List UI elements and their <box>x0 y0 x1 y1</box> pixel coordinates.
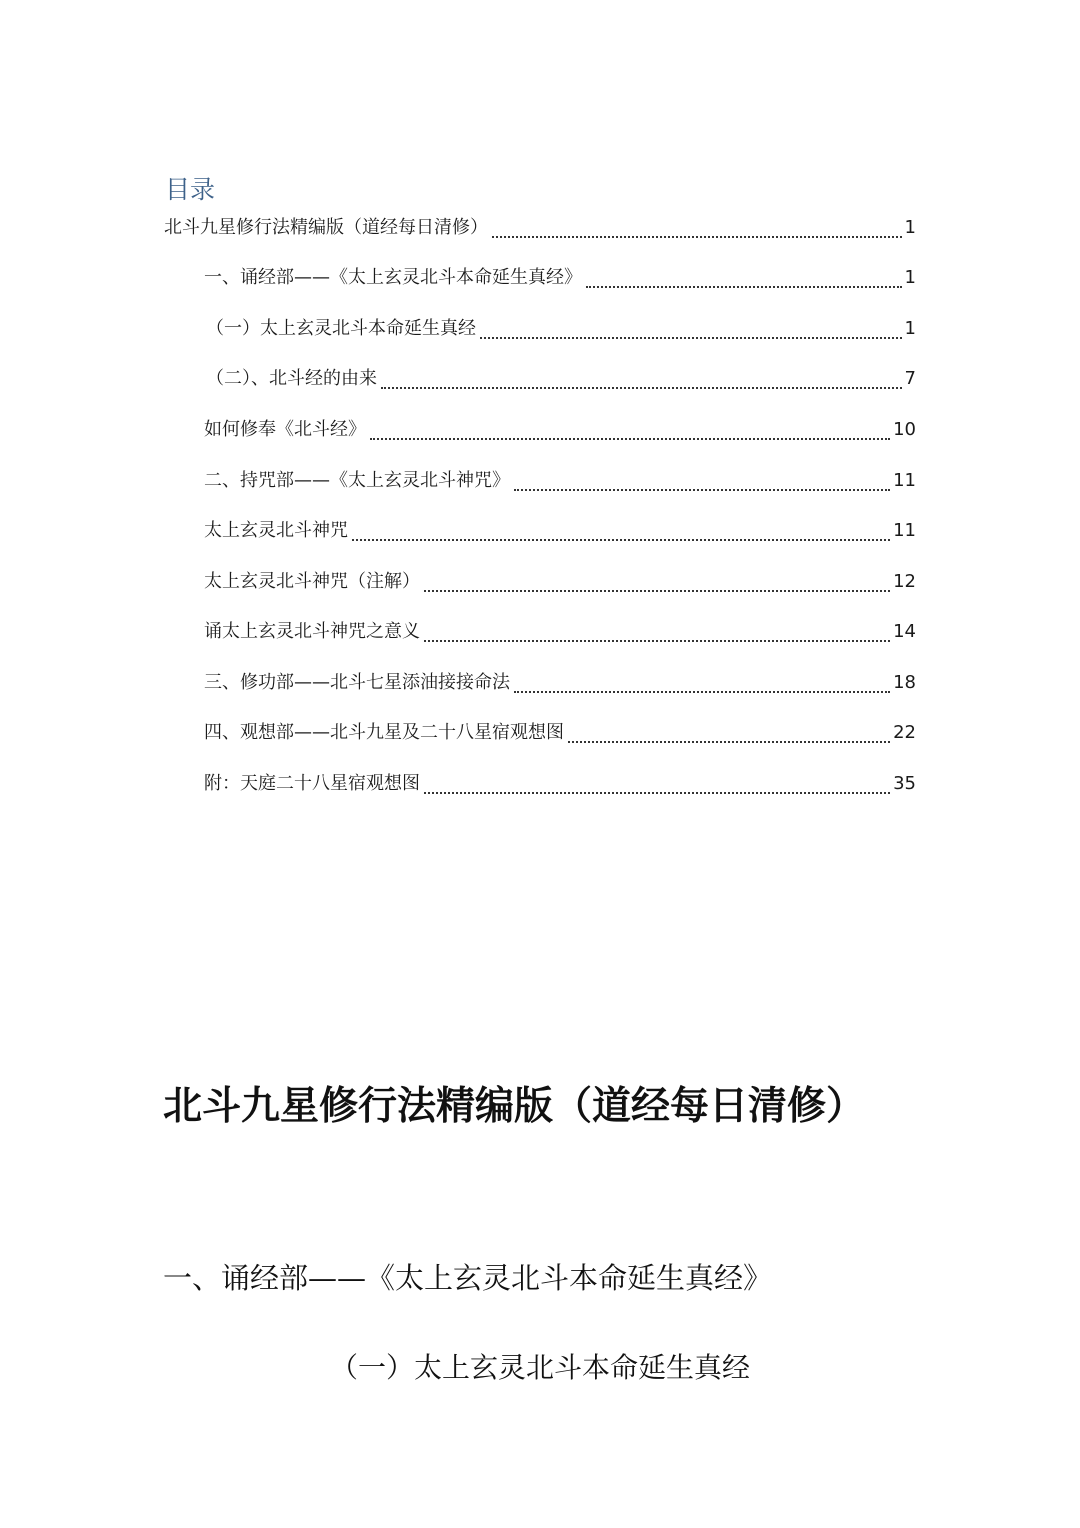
toc-entry-title: （一）太上玄灵北斗本命延生真经 <box>206 318 476 339</box>
toc-entry-page: 22 <box>893 722 916 743</box>
toc-leader-dots <box>424 640 890 642</box>
toc-entry-page: 11 <box>893 520 916 541</box>
toc-leader-dots <box>514 691 890 693</box>
toc-entry[interactable] <box>204 415 916 445</box>
toc-entry-page: 11 <box>893 470 916 491</box>
toc-leader-dots <box>424 590 890 592</box>
toc-entry-title: 太上玄灵北斗神咒（注解） <box>204 571 420 592</box>
toc-leader-dots <box>352 539 890 541</box>
toc-entry[interactable] <box>204 263 916 293</box>
toc-leader-dots <box>568 741 890 743</box>
toc-entry-page: 14 <box>893 621 916 642</box>
toc-entry-page: 10 <box>893 419 916 440</box>
toc-entry[interactable] <box>206 364 916 394</box>
toc-leader-dots <box>381 387 902 389</box>
toc-entry[interactable] <box>204 567 916 597</box>
toc-entry-page: 1 <box>904 318 916 339</box>
toc-entry-title: 附：天庭二十八星宿观想图 <box>204 773 420 794</box>
subsection-heading: （一）太上玄灵北斗本命延生真经 <box>329 1351 750 1384</box>
toc-entry-page: 1 <box>904 267 916 288</box>
toc-entry-title: 四、观想部——北斗九星及二十八星宿观想图 <box>204 722 564 743</box>
toc-entry[interactable] <box>206 314 916 344</box>
toc-heading: 目录 <box>165 175 216 204</box>
toc-entry-title: 二、持咒部——《太上玄灵北斗神咒》 <box>204 470 510 491</box>
toc-leader-dots <box>586 286 902 288</box>
toc-entry-page: 35 <box>893 773 916 794</box>
toc-entry[interactable] <box>204 466 916 496</box>
section-heading: 一、诵经部——《太上玄灵北斗本命延生真经》 <box>163 1261 773 1295</box>
toc-entry-page: 18 <box>893 672 916 693</box>
toc-entry-page: 1 <box>904 217 916 238</box>
document-title: 北斗九星修行法精编版（道经每日清修） <box>163 1084 866 1129</box>
toc-entry[interactable] <box>204 668 916 698</box>
toc-entry[interactable] <box>204 718 916 748</box>
toc-entry-title: 如何修奉《北斗经》 <box>204 419 366 440</box>
toc-entry-title: 一、诵经部——《太上玄灵北斗本命延生真经》 <box>204 267 582 288</box>
toc-entry-title: 三、修功部——北斗七星添油接接命法 <box>204 672 510 693</box>
toc-entry[interactable] <box>204 769 916 799</box>
toc-entry[interactable] <box>164 213 916 243</box>
toc-entry[interactable] <box>204 617 916 647</box>
toc-entry-title: 诵太上玄灵北斗神咒之意义 <box>204 621 420 642</box>
toc-entry-page: 7 <box>904 368 916 389</box>
toc-entry[interactable] <box>204 516 916 546</box>
toc-entry-title: （二）、北斗经的由来 <box>206 368 377 389</box>
toc-entry-title: 北斗九星修行法精编版（道经每日清修） <box>164 217 488 238</box>
toc-entry-title: 太上玄灵北斗神咒 <box>204 520 348 541</box>
toc-leader-dots <box>424 792 890 794</box>
toc-leader-dots <box>370 438 890 440</box>
toc-entry-page: 12 <box>893 571 916 592</box>
toc-leader-dots <box>492 236 902 238</box>
toc-leader-dots <box>514 489 890 491</box>
toc-leader-dots <box>480 337 902 339</box>
